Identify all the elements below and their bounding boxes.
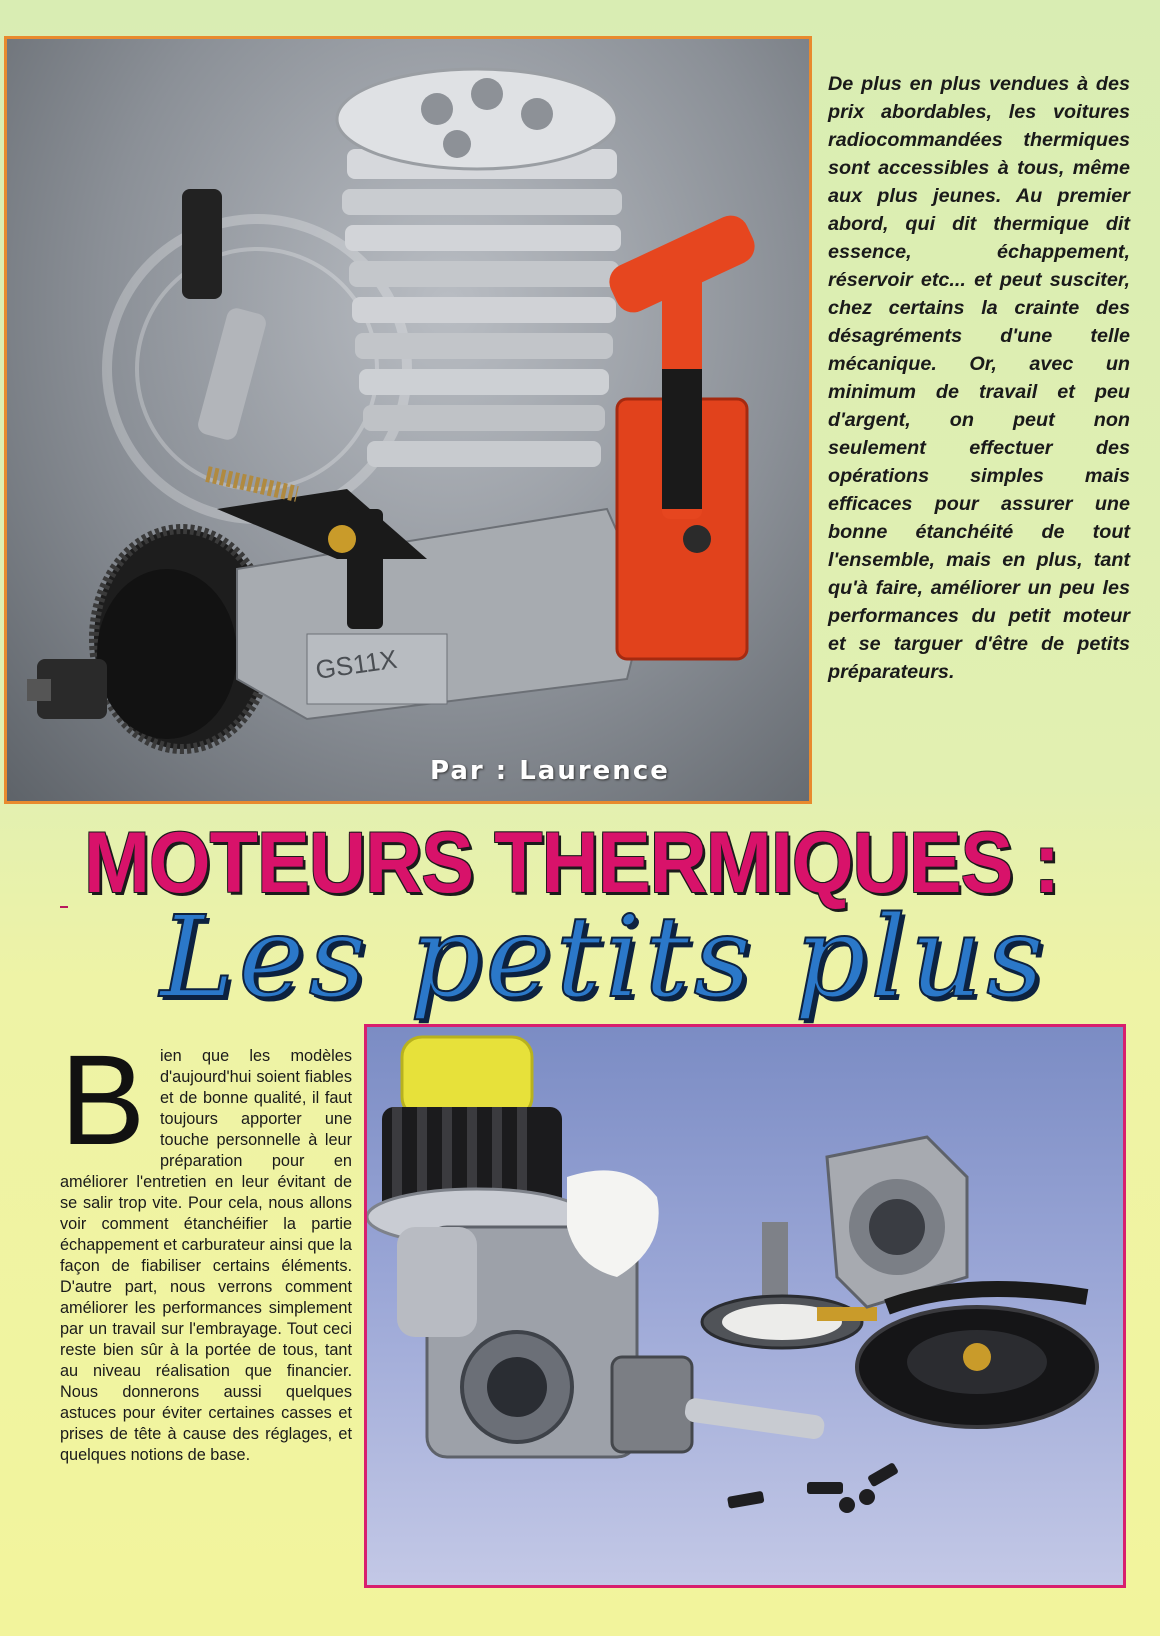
article-body-text: ien que les modèles d'aujourd'hui soient fiables et de bonne qualité, il faut toujours apporter une touche personnelle à leur préparation pour en améliorer l'entretien en leur évitant de se salir trop vite. Pour cela, nous allons voir comment étanchéifier la partie échappement et carburateur ainsi que la façon de fiabiliser certains éléments. D'autre part, nous verrons comment améliorer les performances simplement par un travail sur l'embrayage. Tout ceci reste bien sûr à la portée de tous, tant au niveau réalisation que financier. Nous donnerons aussi quelques astuces pour éviter certaines casses et prises de tête à cause des réglages, et quelques notions de base. — [60, 1047, 352, 1464]
cylinder-fins — [342, 149, 622, 467]
engine-marking: GS11X — [313, 643, 399, 685]
drop-cap-space — [60, 1046, 160, 1172]
drop-cap: B — [60, 1029, 146, 1172]
intro-paragraph: De plus en plus vendues à des prix abordables, les voitures radiocommandées thermiques sont accessibles à tous, même aux plus jeunes. Au premier abord, qui dit thermique dit essence, échappement, réservoir etc... et peut susciter, chez certains la crainte des désagréments d'une telle mécanique. Or, avec un minimum de travail et peu d'argent, on peut non seulement effectuer des opérations simples mais efficaces pour assurer une bonne étanchéité de tout l'ensemble, mais en plus, tant qu'à faire, améliorer un peu les performances du petit moteur et se targuer d'être de petits préparateurs. — [828, 73, 1130, 683]
article-title: MOTEURS THERMIQUES : — [84, 815, 1060, 911]
engine-parts-photo — [364, 1024, 1126, 1588]
article-body — [60, 1046, 352, 1466]
engine-photo — [4, 36, 812, 804]
air-filter — [402, 1037, 532, 1117]
article-subtitle: Les petits plus — [160, 893, 1048, 1023]
title-marker — [60, 906, 68, 908]
article-byline: Par : Laurence — [430, 756, 670, 786]
